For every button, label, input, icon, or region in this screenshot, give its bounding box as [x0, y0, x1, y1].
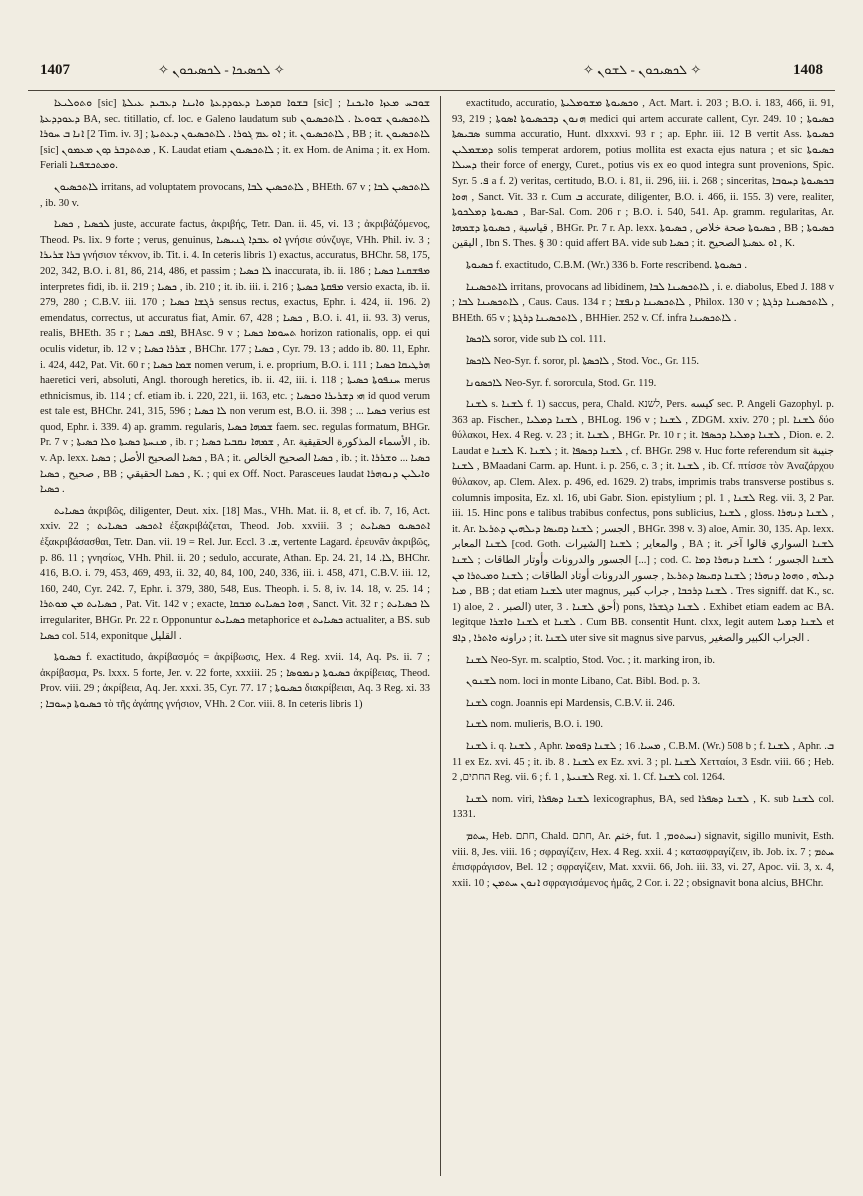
entry-paragraph: ܠܐܟܣܐ soror, vide sub ܠܐ col. 111. [466, 334, 606, 346]
running-title-left: ✧ ܠܟܣܝܟܐ - ܠܟܣܝܟܘܢ ✧ [158, 62, 285, 77]
header-rule [28, 90, 835, 91]
entry-paragraph: ܟܣܝܘܬܐ f. exactitudo, ἀκρίβασμός = ἀκρίβωσις, Hex. 4 Reg. xvii. 14, Aq. Ps. ii. 7 ; ἀκρίβασμα, Ps. lxxx. 5 forte, Jer. v. 22 forte, xxxiii. 25 ; ܟܣܝܘܬܐ ܕܢܡܘܣܐ ἀκρίβειας, Theod. Prov. viii. 29 ; ἀκρίβεια, Aq. Jer. xxxi. 35, Cyr. 77. 17 ; ܟܣܝܘܬܐ διακρίβειαι, Aq. 3 Reg. xi. 33 ; ܟܣܝܘܬܐ ܕܚܘܒܐ τὸ τῆς ἀγάπης γνήσιον, VHh. 2 Cor. viii. 8. In ceteris libris 1) [40, 652, 430, 710]
entry-paragraph: ܘܬܘܠܝܥܐ [sic] ܒܫܘܐ ܩܕܡܝܐ ܕܥܘܕܕܥܬܐ ܘܐܝܢܐ ܕܥܒܝܕ ܥܝܠܬܐ [sic] ; ܫܘܒܚ ܡܥܙܐ ܘܐܝܟܢܐ ܕܥܘܕܕܥܬܐ BA, sec. titillatio, cf. loc. e Galeno laudatum sub ܠܐܬܟܣܝܘܢ ܫܘܘܥܐ . ܠܐܬܟܣܝܘܢ ܐܢܐ ܒ ܚܘܪܐ [2 Tim. iv. 3] ; ܐܘ ܥܡ ܓܘܪܐ . ܠܐܬܟܣܝܘܢ ܕܥܬܝܬܐ ; it. ܠܐܬܟܣܝܘܢ , BB ; it. ܠܐܬܟܣܝܘܢ [sic] ܡܬܬܕܒܪ ܕܘܢ ܡܥܡܘܢ , K. Laudat etiam ܠܐܬܟܣܝܘܢ ; it. ex Hom. de Anima ; it. ex Hom. Feriali ܘܡܬܟܫܦܢܐ. [40, 98, 430, 172]
entry-paragraph: ܚܬܡ, Heb. חתם, Chald. חתם, Ar. ختم, fut. ܢܚܬܘܡ, 1) signavit, sigillo munivit, Esth. viii. 8, Jes. viii. 16 ; σφραγίζειν, Hex. 4 Reg. xxii. 4 ; κατασφραγίζειν, ib. Job. ix. 7 ; ܚܬܡ ἐπισφράγισον, Bel. 12 ; σφραγίζειν, Mat. xxvii. 66, Joh. iii. 33, vi. 27, Apoc. vii. 3, x. 4, xxii. 10 ; ܐܢܘܢ ܚܬܡܢ σφραγισάμενος ἡμᾶς, 2 Cor. i. 22 ; obsignavit bona alcius, BHChr. [452, 830, 834, 889]
entry-paragraph: ܠܫܢܐ Neo-Syr. m. scalptio, Stod. Voc. ; it. marking iron, ib. [466, 654, 715, 666]
left-column [40, 96, 430, 1176]
entry-paragraph: ܠܫܢܘܢ nom. loci in monte Libano, Cat. Bibl. Bod. p. 3. [466, 676, 701, 688]
entry-paragraph: ܟܣܝܘܬܐ f. exactitudo, C.B.M. (Wr.) 336 b. Forte rescribend. ܟܣܝܘܬܐ . [466, 259, 747, 271]
two-column-body [40, 96, 834, 1176]
entry-paragraph: ܠܫܢܐ cogn. Joannis epi Mardensis, C.B.V. ii. 246. [466, 697, 675, 709]
entry-paragraph: ܟܣܝܐܝܬ ἀκριβῶς, diligenter, Deut. xix. [18] Mas., VHh. Mat. ii. 8, et cf. ib. 7, 16, Act. xxiv. 22 ; ܐܬܟܣܝ ܟܣܝܐܝܬ ἐξακριβάζεται, Theod. Job. xxviii. 3 ; ܐܬܟܣܝܘ ܟܣܝܐܝܬ ἐξακριβάσασθαι, Tetr. Dan. vii. 19 = Rel. Jur. Eccl. ܫ. 3, vertente Lagard. ἐρευνᾶν ἀκριβῶς, p. 86. 11 ; γνησίως, VHh. Phil. ii. 20 ; sedulo, accurate, Athan. Ep. 24. 21, ܠܐ. 14, BHChr. 416, B.O. i. 79, 453, 469, 493, ii. 32, 40, 84, 100, 240, 336, iii. i. 458, 471, C.B.V. iii. 12, 160, 240, Cyr. 242. 7, Ephr. i. 379, 380, 548, Eus. Theoph. i. 5. 8, iv. 14. 18, v. 25. 14 ; ܟܣܝܐܝܬ ܡܢ ܡܘܬܪܐ , Pat. Vit. 142 v ; exacte, ܗܘܐ ܟܣܝܐܝܬ ܡܒܩܐ , Sanct. Vit. 32 r ; ܠܐ ܟܣܝܐܝܬ irregulariter, BHGr. Pr. 22 r. Opponuntur ܟܣܝܐܝܬ metaphorice et ܟܣܝܐܝܬ actualiter, a BS. sub ܟܣܝܐ col. 514, exponitque القليل . [40, 505, 430, 642]
entry-paragraph: ܠܐܟܣܐ Neo-Syr. f. soror, pl. ܠܐܟܣܬܐ , Stod. Voc., Gr. 115. [466, 355, 700, 367]
entry-paragraph: ܠܐܬܟܣܝܘܢ irritans, ad voluptatem provocans, ܠܐܬܟܣܝܢ ܠܒܐ , BHEth. 67 v ; ܠܐܬܟܣܝܢ ܠܒܐ , ib. 30 v. [40, 181, 430, 209]
page-number-right: 1408 [793, 62, 823, 78]
entry-paragraph: ܠܫܢܐ i. q. ܠܫܢܐ , Aphr. ܡܚܝܐ. 16 ; ܠܫܢܐ ܕܦܘܡܐ , C.B.M. (Wr.) 508 b ; f. ܠܫܢܐ , Aphr. ܒ. 11 ex Ez. xvi. 45 ; it. ib. ܠܫܢܐ . 8 ex Ez. xvi. 3 ; pl. ܠܫܢܐ Χετταίοι, 3 Esdr. viii. 66 ; Heb. החתים, 2 Reg. vii. 6 ; f. ܠܫܢܝܬܐ , 1 Reg. xi. 1. Cf. ܠܫܢܐ col. 1264. [452, 740, 834, 784]
entry-paragraph: ܠܟܣܝܐ , ܟܣܝܐ juste, accurate factus, ἀκριβής, Tetr. Dan. ii. 45, vi. 13 ; ἀκριβάζόμενος, Theod. Ps. lix. 9 forte ; verus, genuinus, ܐܘ ܥܒܕܐ ܓܢܝܣܝܐ γνήσιε σύνζυγε, VHh. Phil. iv. 3 ; ܒܪܐ ܫܪܝܪܐ γνήσιον τέκνον, ib. Tit. i. 4. In ceteris libris 1) exactus, accuratus, BHChr. 58, 175, 202, 342, B.O. i. 81, 86, 214, 486, et passim ; ܠܐ ܟܣܝܐ inaccurata, ib. ii. 186 ; ܡܦܫܩܢܐ ܟܣܝܐ interpretes fidi, ib. ii. 219 ; ܟܣܝܐ , ib. 210 ; it. ib. iii. i. 216 ; ܡܦܩܬܐ ܟܣܝܬܐ versio exacta, ib. ii. 279, 280 ; C.B.V. iii. 170 ; ܪܓܫܐ ܟܣܝܐ sensus rectus, exactus, Ephr. i. 424, ii. 196. 2) emendatus, correctus, ut accuratus fiat, Amir. 67, 428 ; ܟܣܝܐ , B.O. i. 41, ii. 93. 3) verus, realis, BHEth. 35 r ; ܐܦܩ ܟܣܝܐ, BHAsc. 9 v ; ܬܚܘܡܐ ܟܣܝܐ horizon rationalis, opp. ei qui oculis videtur, ib. 12 v ; ܫܪܪܐ ܟܣܝܐ , BHChr. 177 ; ܟܣܝܐ , Cyr. 79. 13 ; addo ib. 80. 11, Ephr. i. 424, 442, Pat. Vit. 60 r ; ܫܡܐ ܟܣܝܐ nomen verum, i. e. proprium, B.O. i. 111 ; ܗܪܛܝܩܐ ܟܣܝܐ haeretici veri, absoluti, Angl. thorough heretics, ib. ii. 42, iii. i. 118 ; ܚܢܦܘܬܐ ܟܣܝܬܐ merus ethnicismus, ib. 114 ; cf. etiam ib. i. 220, 221, ii. 163, etc. ; ܗܝ ܕܫܪܝܪܐ ܘܟܣܝܐ id quod verum est tale est, BHChr. 241, 315, 596 ; ܠܐ ܟܣܝܐ non verum est, B.O. ii. 398 ; ... ܟܣܝܐ verius est quod, Ephr. i. 339. 4) ap. gramm. regularis, ܫܡܗܐ ܟܣܝܐ faem. sec. regulas formatum, BHGr. Pr. 7 v ; ܡܢܚܬܐ ܟܣܝܬܐ ܘܠܐ ܟܣܝܬܐ , ib. r ; ܫܡܗܐ ܢܩܒܝܐ ܟܣܝܐ , Ar. الأسماء المذكورة الحقيقية , ib. v. Ap. lexx. ܟܣܝܐ الصحيح الأصل ; ܟܣܝܐ , BA ; it. ܟܣܝܐ الصحيح الخالص , ib. ; it. ܟܣܝܐ ... ܘܫܪܪܐ صحيح , ܟܣܝܐ , BB ; ܟܣܝܐ الحقيقي , K. ; qui ex Off. Noct. Parasceues laudat ܘܐܝܠܝܢ ܕܢܘܗܪܐ ܟܣܝܐ . [40, 219, 430, 496]
entry-paragraph: ܠܐܟܣܘܢܐ Neo-Syr. f. sororcula, Stod. Gr. 119. [466, 377, 657, 389]
entry-paragraph: ܠܫܢܐ nom. viri, ܠܫܢܐ ܕܣܦܪܐ lexicographus, BA, sed ܠܫܢܐ ܕܣܦܪܐ , K. sub ܠܫܢܐ col. 1331. [452, 793, 834, 821]
page-number-left: 1407 [40, 62, 70, 78]
entry-paragraph: ܠܫܢܐ nom. mulieris, B.O. i. 190. [466, 719, 604, 731]
column-divider [440, 96, 441, 1176]
right-column [452, 96, 834, 1176]
running-header [28, 44, 835, 78]
entry-paragraph: ܠܐܬܟܣܝܢܐ irritans, provocans ad libidinem, ܠܐܬܟܣܝܢܐ ܠܒܐ , i. e. diabolus, Ebed J. 188 v ; ܠܐܬܟܣܝܢܐ ܠܒܐ , Caus. Caus. 134 r ; ܠܐܬܟܣܝܢܐ ܕܢܦܫܐ , Philox. 130 v ; ܠܐܬܟܣܝܢܐ ܕܪܓܬܐ , BHEth. 65 v ; ܠܐܬܟܣܝܢܐ ܕܪܓܬܐ , BHHier. 252 v. Cf. infra ܠܐܬܟܣܝܢܐ . [452, 281, 834, 324]
entry-paragraph: exactitudo, accuratio, ܘܟܣܝܘܬܐ ܡܫܘܡܠܝܬܐ , Act. Mart. i. 203 ; B.O. i. 183, 466, ii. 91, 93, 219 ; ܗܢܘܢ ܕܒܟܣܝܘܬܐ ܐܣܘܬܐ medici qui artem accurate callent, Cyr. 249. 10 ; ܟܣܝܘܬܐ ܣܒܝܣܬܐ summa accuratio, Hunt. dlxxxvi. 93 r ; ap. Ephr. iii. 12 B vertit Ass. ܟܣܝܘܬܐ ܕܡܫܡܠܝܢ solis temperat ardorem, potius mollita est exacta ejus natura ; et sic ܟܣܝܘܬܐ ܕܚܝܠܐ their force of energy, Curet., potius vis ex eo quod integra sunt provenions, Spic. Syr. ܦ. 5 a f. 2) veritas, certitudo, B.O. i. 81, ii. 296, iii. i. 268 ; sinceritas, ܒܟܣܝܘܬܐ ܕܚܘܒܐ ܗܘܐ , Sanct. Vit. 33 r. Cum ܒ accurate, diligenter, B.O. i. 466, ii. 155. 3) vere, realiter, ܟܣܝܘܬܐ ܕܡܠܟܘܬܐ , Bar-Sal. Com. 206 r ; B.O. i. 540, 541. Ap. gramm. regularitas, Ar. قياسية , ܟܣܝܘܬܐ ܕܫܡܗܐ , BHGr. Pr. 7 r. Ap. lexx. ܟܣܝܘܬܐ صحة خلاص , ܟܣܝܘܬܐ , BB ; ܟܣܝܘܬܐ اليقين , Ibn S. Thes. § 30 : quid affert BA. vide sub ܟܣܝܐ ; it. ܐܘ ܥܣܝܬܐ الصحيح , K. [452, 98, 834, 250]
running-title-right: ✧ ܠܟܣܝܟܘܢ - ܠܫܘܢ ✧ [583, 62, 702, 77]
entry-paragraph: ܠܫܢܐ s. ܠܫܢܐ f. 1) saccus, pera, Chald. לשנא, Pers. کیسه sec. P. Angeli Gazophyl. p. 363 ap. Fischer., ܠܫܢܐ ܕܡܠܝܐ , BHLog. 196 v ; ܠܫܢܐ , ZDGM. xxiv. 270 ; pl. ܠܫܢܐ δύο θύλακοι, Hex. 4 Reg. v. 23 ; it. ܠܫܢܐ , BHGr. Pr. 10 r ; it. ܠܫܢܐ ܕܡܠܝܐ ܕܟܣܦܐ , Dion. e. 2. Laudat e ܠܫܢܐ K. ܠܫܢܐ ; it. ܠܫܢܐ ܕܟܣܦܐ , cf. BHGr. 298 v. Huc forte referendum sit جنيبة ܠܫܢܐ , BMaadani Carm. ap. Hunt. i. p. 256, c. 3 ; it. ܠܫܢܐ , ib. Cf. πτίσσε τὸν Ἀναζάρχου θύλακον, ap. Clem. Alex. p. 496, ed. 1629. 2) trabs, imprimis trabs transverse postibus s. columnis imposita, Ez. xl. 16, ubi Gabr. Sion. epistylium ; pl. ܠܫܢܐ , 1 Reg. vii. 3, 2 Par. iii. 15. Hinc pons e talibus trabibus confectus, pons sublicius, ܠܫܢܐ , gloss. ܠܫܢܐ ܕܢܗܪܐ , it. Ar. الجسر ; ܠܫܢܐ ܕܩܝܣܐ ܕܝܠܗܝܢ ܕܬܪܥܐ , BHGr. 398 v. 3) aloe, Amir. 30, 135. Ap. lexx. ܠܫܢܐ المعابر [cod. Goth. الشيرات] والمعاير ; ܠܫܢܐ , BA ; it. ܠܫܢܐ السواري قالوا آخر الجسور والدرونات وأوتار الطاقات ; ܠܫܢܐ [...] ; cod. C. ܠܫܢܐ الجسور ؛ ܠܫܢܐ ܕܢܗܪܐ ܕܡܐ ܕܝܠܗ , ܘܗܘܐ ܕܢܗܪܐ ; ܠܫܢܐ ܕܩܝܣܐ ܕܬܪܥܐ , جسور الدرونات أوتاد الطاقات ; ܠܫܢܐ ܘܡܝܬܪܐ ܡܢ ܡܝܐ , BB ; dat etiam ܠܫܢܐ uter magnus, ܠܫܢܐ ܕܪܟܒܐ , جراب كبير . Tres signiff. dat K., sc. 1) aloe, الصبر . 2) uter, أحق ܠܫܢܐ . 3) pons, ܠܫܢܐ ܕܓܫܪܐ . Exhibet etiam eadem ac BA. legitque ܠܫܢܐ ܘܐܫܪܐ et ܠܫܢܐ . Cum BB. consentit Hunt. clxx, legit autem ܠܫܢܐ ܕܡܝܐ et دراونه ܘܐܬܪܐ , ܕܐܦ ; it. ܠܫܢܐ uter sive sit magnus sive parvus, الجراب الكبير والصغير . [452, 399, 834, 644]
